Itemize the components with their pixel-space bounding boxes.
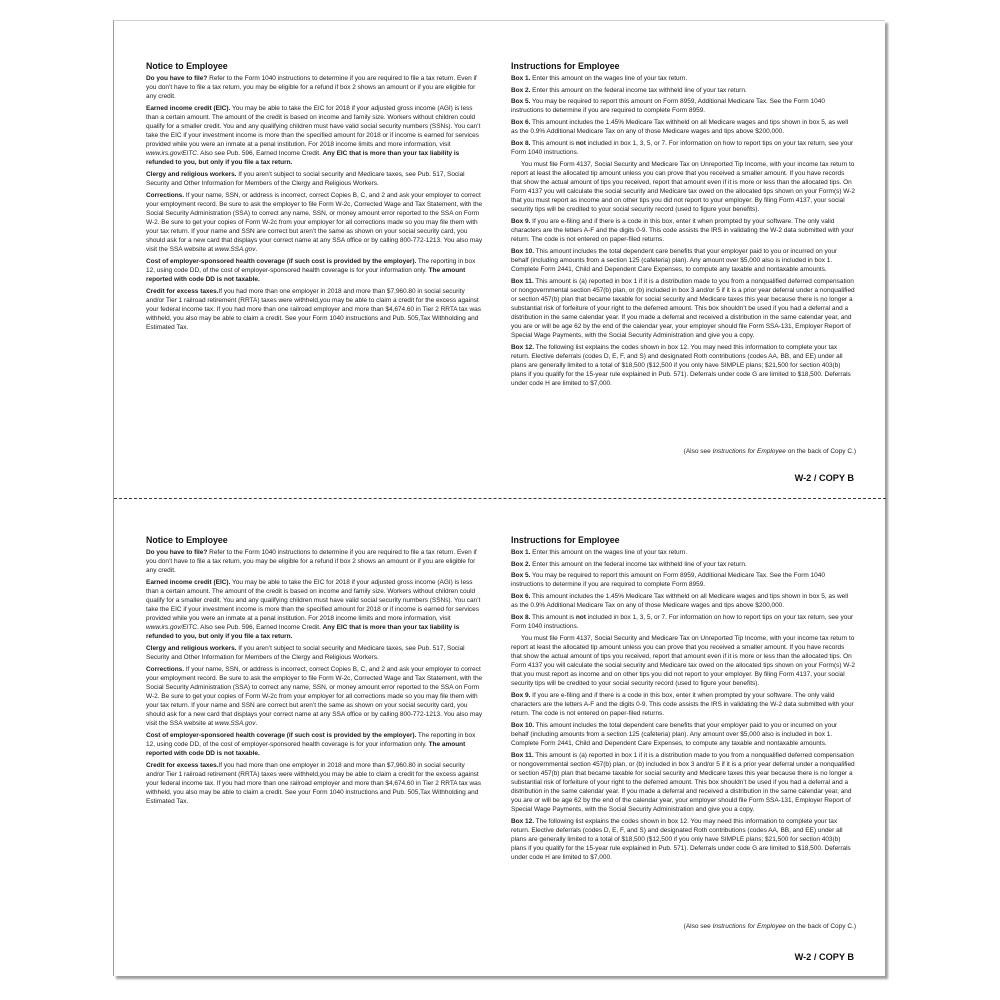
ssa-link[interactable]: www.SSA.gov (214, 246, 256, 254)
w2-copy-b-sheet (113, 20, 885, 976)
clergy-paragraph: Clergy and religious workers. If you aren’t subject to social security and Medicare taxes, see Pub. 517, Social Security and Other Information for Members of the Clergy and Religious Workers. (146, 171, 465, 188)
notice-heading: Notice to Employee (146, 61, 228, 71)
instructions-column (511, 61, 856, 391)
health-coverage-paragraph: Cost of employer-sponsored health coverage (if such cost is provided by the employer). The reporting in box 12, using code DD, of the cost of employer-sponsored health coverage is for your information only. The amount reported with code DD is not taxable. (146, 258, 476, 284)
ssa-link[interactable]: www.SSA.gov (214, 720, 256, 728)
excess-taxes-paragraph: Credit for excess taxes.If you had more than one employer in 2018 and more than $7,960.80 in social security and/or Tier 1 railroad retirement (RRTA) taxes were withheld,you may be able to claim a credit for the excess against your federal income tax. If you had more than one railroad employer and more than $4,674.60 in Tier 2 RRTA tax was withheld, you also may be able to claim a credit. See your Form 1040 instructions and Pub. 505,Tax Withholding and Estimated Tax. (146, 762, 481, 806)
box11-paragraph: Box 11. This amount is (a) reported in box 1 if it is a distribution made to you from a nonqualified deferred compensation or nongovernmental section 457(b) plan, or (b) included in box 3 and/or 5 if it is a prior year deferral under a nonqualified or section 457(b) plan that became taxable for social security and Medicare taxes this year because there is no longer a substantial risk of forfeiture of your right to the deferred amount. This box shouldn’t be used if you had a deferral and a distribution in the same calendar year. If you made a deferral and received a distribution in the same calendar year, and you are or will be age 62 by the end of the calendar year, your employer should file Form SSA-131, Employer Report of Special Wage Payments, with the Social Security Administration and give you a copy. (511, 751, 855, 814)
box5-paragraph: Box 5. You may be required to report this amount on Form 8959, Additional Medicare Tax. See the Form 1040 instructions to determine if you are required to complete Form 8959. (511, 98, 825, 115)
instructions-heading: Instructions for Employee (511, 535, 620, 545)
notice-column (146, 61, 484, 335)
box1-paragraph: Box 1. Enter this amount on the wages line of your tax return. (511, 75, 688, 82)
eic-paragraph: Earned income credit (EIC). You may be able to take the EIC for 2018 if your adjusted gross income (AGI) is less than a certain amount. The amount of the credit is based on income and family size. Workers without children could qualify for a smaller credit. You and any qualifying children must have valid social security numbers (SSNs). You can’t take the EIC if your investment income is more than the specified amount for 2018 or if income is earned for services provided while you were an inmate at a penal institution. For 2018 income limits and more information, visit www.irs.gov/EITC. Also see Pub. 596, Earned Income Credit. Any EIC that is more than your tax liability is refunded to you, but only if you file a tax return. (146, 578, 481, 641)
corrections-paragraph: Corrections. If your name, SSN, or address is incorrect, correct Copies B, C, and 2 and ask your employer to correct your employment record. Be sure to ask the employer to file Form W-2c, Corrected Wage and Tax Statement, with the Social Security Administration (SSA) to correct any name, SSN, or money amount error reported to the SSA on Form W-2. Be sure to get your copies of Form W-2c from your employer for all corrections made so you may file them with your tax return. If your name and SSN are correct but aren’t the same as shown on your social security card, you should ask for a new card that displays your correct name at any SSA office or by calling 800-772-1213. You also may visit the SSA website at www.SSA.gov. (146, 665, 483, 728)
box9-paragraph: Box 9. If you are e-filing and if there is a code in this box, enter it when prompted by your software. The only valid characters are the letters A-F and the digits 0-9. This code assists the IRS in validating the W-2 data submitted with your return. The code is not entered on paper-filed returns. (511, 217, 854, 244)
box11-paragraph: Box 11. This amount is (a) reported in box 1 if it is a distribution made to you from a nonqualified deferred compensation or nongovernmental section 457(b) plan, or (b) included in box 3 and/or 5 if it is a prior year deferral under a nonqualified or section 457(b) plan that became taxable for social security and Medicare taxes this year because there is no longer a substantial risk of forfeiture of your right to the deferred amount. This box shouldn’t be used if you had a deferral and a distribution in the same calendar year. If you made a deferral and received a distribution in the same calendar year, and you are or will be age 62 by the end of the calendar year, your employer should file Form SSA-131, Employer Report of Special Wage Payments, with the Social Security Administration and give you a copy. (511, 277, 855, 340)
also-see-note: (Also see Instructions for Employee on the back of Copy C.) (683, 448, 856, 455)
box2-paragraph: Box 2. Enter this amount on the federal income tax withheld line of your tax return. (511, 560, 747, 568)
copy-top (114, 21, 886, 499)
instructions-heading: Instructions for Employee (511, 61, 620, 71)
box1-paragraph: Box 1. Enter this amount on the wages line of your tax return. (511, 549, 688, 556)
file-paragraph: Do you have to file? Refer to the Form 1040 instructions to determine if you are required to file a tax return. Even if you don’t have to file a tax return, you may be eligible for a refund if box 2 shows an amount or if you are eligible for any credit. (146, 75, 477, 101)
box6-paragraph: Box 6. This amount includes the 1.45% Medicare Tax withheld on all Medicare wages and tips shown in box 5, as well as the 0.9% Additional Medicare Tax on any of those Medicare wages and tips above $200,000. (511, 593, 849, 610)
box10-paragraph: Box 10. This amount includes the total dependent care benefits that your employer paid to you or incurred on your behalf (including amounts from a section 125 (cafeteria) plan). Any amount over $5,000 also is included in box 1. Complete Form 2441, Child and Dependent Care Expenses, to compute any taxable and nontaxable amounts. (511, 247, 838, 273)
box8-continued-paragraph: You must file Form 4137, Social Security and Medicare Tax on Unreported Tip Income, with your income tax return to report at least the allocated tip amount unless you can prove that you received a smaller amount. If you have records that show the actual amount of tips you received, report that amount even if it is more or less than the allocated tips. On Form 4137 you will calculate the social security and Medicare tax owed on the allocated tips shown on your Form(s) W-2 that you must report as income and on other tips you did not report to your employer. By filing Form 4137, your social security tips will be credited to your social security record (used to figure your benefits). (511, 160, 855, 214)
clergy-paragraph: Clergy and religious workers. If you aren’t subject to social security and Medicare taxes, see Pub. 517, Social Security and Other Information for Members of the Clergy and Religious Workers. (146, 645, 465, 662)
box6-paragraph: Box 6. This amount includes the 1.45% Medicare Tax withheld on all Medicare wages and tips shown in box 5, as well as the 0.9% Additional Medicare Tax on any of those Medicare wages and tips above $200,000. (511, 119, 849, 136)
file-paragraph: Do you have to file? Refer to the Form 1040 instructions to determine if you are required to file a tax return. Even if you don’t have to file a tax return, you may be eligible for a refund if box 2 shows an amount or if you are eligible for any credit. (146, 549, 477, 575)
box8-paragraph: Box 8. This amount is not included in box 1, 3, 5, or 7. For information on how to report tips on your tax return, see your Form 1040 instructions. (511, 613, 854, 631)
health-coverage-paragraph: Cost of employer-sponsored health coverage (if such cost is provided by the employer). The reporting in box 12, using code DD, of the cost of employer-sponsored health coverage is for your information only. The amount reported with code DD is not taxable. (146, 732, 476, 758)
form-copy-label: W-2 / COPY B (794, 473, 854, 483)
instructions-column (511, 535, 856, 865)
also-see-note: (Also see Instructions for Employee on the back of Copy C.) (683, 923, 856, 930)
eic-paragraph: Earned income credit (EIC). You may be able to take the EIC for 2018 if your adjusted gross income (AGI) is less than a certain amount. The amount of the credit is based on income and family size. Workers without children could qualify for a smaller credit. You and any qualifying children must have valid social security numbers (SSNs). You can’t take the EIC if your investment income is more than the specified amount for 2018 or if income is earned for services provided while you were an inmate at a penal institution. For 2018 income limits and more information, visit www.irs.gov/EITC. Also see Pub. 596, Earned Income Credit. Any EIC that is more than your tax liability is refunded to you, but only if you file a tax return. (146, 104, 481, 167)
box5-paragraph: Box 5. You may be required to report this amount on Form 8959, Additional Medicare Tax. See the Form 1040 instructions to determine if you are required to complete Form 8959. (511, 572, 825, 589)
copy-bottom (114, 499, 886, 977)
excess-taxes-paragraph: Credit for excess taxes.If you had more than one employer in 2018 and more than $7,960.80 in social security and/or Tier 1 railroad retirement (RRTA) taxes were withheld,you may be able to claim a credit for the excess against your federal income tax. If you had more than one railroad employer and more than $4,674.60 in Tier 2 RRTA tax was withheld, you also may be able to claim a credit. See your Form 1040 instructions and Pub. 505,Tax Withholding and Estimated Tax. (146, 288, 481, 332)
eic-link[interactable]: www.irs.gov/EITC (146, 150, 197, 158)
notice-column (146, 535, 484, 809)
box12-paragraph: Box 12. The following list explains the codes shown in box 12. You may need this information to complete your tax return. Elective deferrals (codes D, E, F, and S) and designated Roth contributions (codes AA, BB, and EE) under all plans are generally limited to a total of $18,500 ($12,500 if you only have SIMPLE plans; $21,500 for section 403(b) plans if you qualify for the 15-year rule explained in Pub. 571). Deferrals under code G are limited to $18,500. Deferrals under code H are limited to $7,000. (511, 817, 851, 862)
box12-paragraph: Box 12. The following list explains the codes shown in box 12. You may need this information to complete your tax return. Elective deferrals (codes D, E, F, and S) and designated Roth contributions (codes AA, BB, and EE) under all plans are generally limited to a total of $18,500 ($12,500 if you only have SIMPLE plans; $21,500 for section 403(b) plans if you qualify for the 15-year rule explained in Pub. 571). Deferrals under code G are limited to $18,500. Deferrals under code H are limited to $7,000. (511, 343, 851, 388)
box8-continued-paragraph: You must file Form 4137, Social Security and Medicare Tax on Unreported Tip Income, with your income tax return to report at least the allocated tip amount unless you can prove that you received a smaller amount. If you have records that show the actual amount of tips you received, report that amount even if it is more or less than the allocated tips. On Form 4137 you will calculate the social security and Medicare tax owed on the allocated tips shown on your Form(s) W-2 that you must report as income and on other tips you did not report to your employer. By filing Form 4137, your social security tips will be credited to your social security record (used to figure your benefits). (511, 634, 855, 688)
corrections-paragraph: Corrections. If your name, SSN, or address is incorrect, correct Copies B, C, and 2 and ask your employer to correct your employment record. Be sure to ask the employer to file Form W-2c, Corrected Wage and Tax Statement, with the Social Security Administration (SSA) to correct any name, SSN, or money amount error reported to the SSA on Form W-2. Be sure to get your copies of Form W-2c from your employer for all corrections made so you may file them with your tax return. If your name and SSN are correct but aren’t the same as shown on your social security card, you should ask for a new card that displays your correct name at any SSA office or by calling 800-772-1213. You also may visit the SSA website at www.SSA.gov. (146, 191, 483, 254)
box2-paragraph: Box 2. Enter this amount on the federal income tax withheld line of your tax return. (511, 86, 747, 94)
box10-paragraph: Box 10. This amount includes the total dependent care benefits that your employer paid to you or incurred on your behalf (including amounts from a section 125 (cafeteria) plan). Any amount over $5,000 also is included in box 1. Complete Form 2441, Child and Dependent Care Expenses, to compute any taxable and nontaxable amounts. (511, 721, 838, 747)
box8-paragraph: Box 8. This amount is not included in box 1, 3, 5, or 7. For information on how to report tips on your tax return, see your Form 1040 instructions. (511, 139, 854, 157)
box9-paragraph: Box 9. If you are e-filing and if there is a code in this box, enter it when prompted by your software. The only valid characters are the letters A-F and the digits 0-9. This code assists the IRS in validating the W-2 data submitted with your return. The code is not entered on paper-filed returns. (511, 691, 854, 718)
form-copy-label: W-2 / COPY B (794, 952, 854, 962)
eic-link[interactable]: www.irs.gov/EITC (146, 624, 197, 632)
notice-heading: Notice to Employee (146, 535, 228, 545)
